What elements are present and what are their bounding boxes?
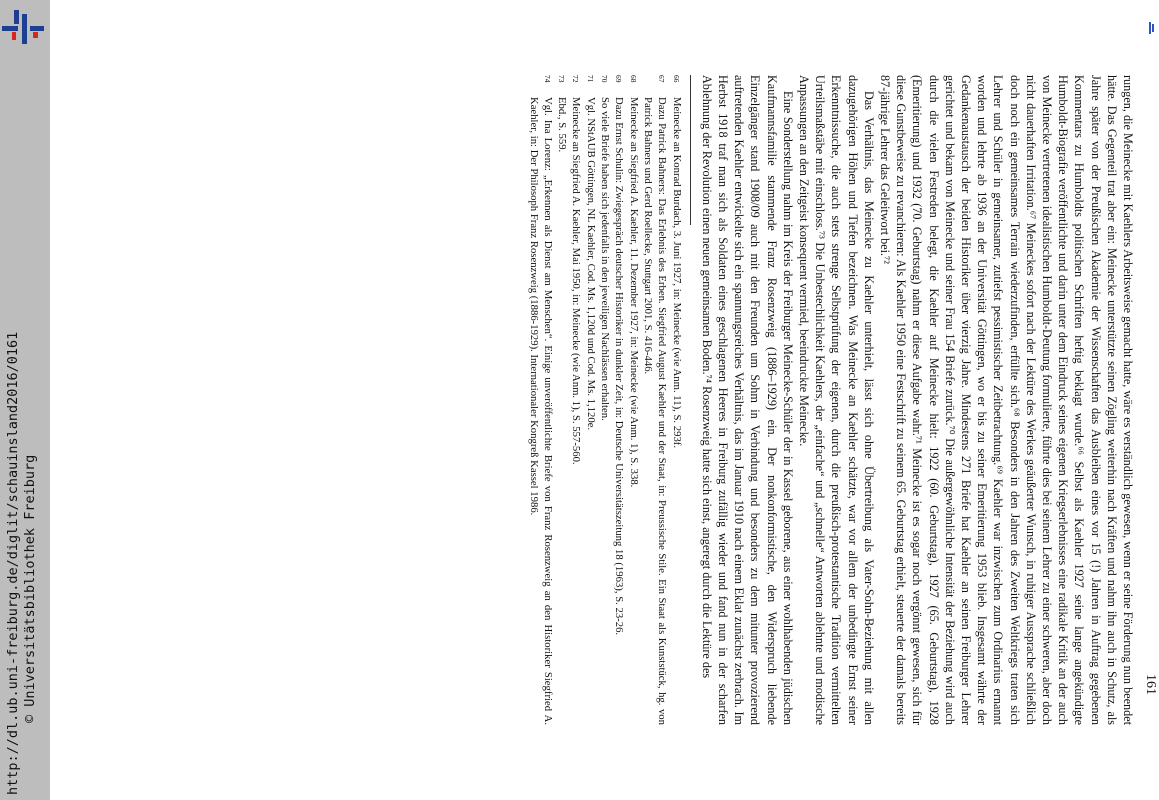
scan-edge-mark-icon	[1149, 22, 1155, 34]
footnote-text: Meinecke an Siegfried A. Kaehler, Mai 1950, in: Meinecke (wie Anm. 1), S. 557-560.	[570, 97, 583, 465]
footnote-text: Vgl. NStAUB Göttingen, NL Kaehler, Cod. Ms. 1,120d und Cod. Ms. 1,120e.	[584, 97, 597, 431]
footnote	[612, 75, 626, 725]
footnotes	[526, 75, 683, 725]
footnote-number: 74	[542, 75, 552, 83]
footnote-text: Vgl. Ina Lorenz: „Erkennen als Dienst am Menschen“. Einige unveröffentlichte Briefe von Franz Rosenzweig an den Historiker Siegfried A. Kaehler, in: Der Philosoph Franz Rosenzweig (1886-1929). Internationaler Kongreß Kassel 1986.	[527, 97, 554, 725]
footnote-number: 71	[585, 75, 595, 83]
footnote	[526, 75, 555, 725]
footnote-number: 72	[571, 75, 581, 83]
footnote-text: Dazu Patrick Bahners: Das Erlebnis des Erben. Siegfried August Kaehler und der Staat, in: Preussische Stile. Ein Staat als Kunststück, hg. von Patrick Bahners und Gerd Roellecke, Stuttgart 2001, S. 416-446.	[641, 97, 669, 725]
footnote-text: So viele Briefe haben sich jedenfalls in den jeweiligen Nachlässen erhalten.	[599, 97, 612, 421]
footnote	[626, 75, 640, 725]
paragraph: Das Verhältnis, das Meinecke zu Kaehler unterhielt, lässt sich ohne Übertreibung als Vater-Sohn-Beziehung mit allen dazugehörigen Höhen und Tiefen bezeichnen. Was Meinecke an Kaehler schätzte, war vor allem der unbedingte Ernst seiner Erkenntnissuche, die auch stets strenge Selbstprüfung der eigenen, durch die preußisch-protestantische Tradition vermittelten Urteilsmaßstäbe mit einschloss.⁷³ Die Unbestechlichkeit Kaehlers, der „einfache“ und „schnelle“ Antworten ablehnte und modische Anpassungen an den Zeitgeist konsequent vermied, beeindruckte Meinecke.	[796, 75, 876, 725]
footnote	[669, 75, 683, 725]
university-library-logo-icon	[2, 10, 48, 46]
page-number: 161	[1143, 674, 1158, 695]
footnote-divider	[690, 75, 691, 225]
footnote-number: 69	[614, 75, 624, 83]
copyright-notice: © Universitätsbibliothek Freiburg	[22, 454, 38, 723]
footnote	[598, 75, 612, 725]
footnote-text: Meinecke an Konrad Burdach, 3. Juni 1927, in: Meinecke (wie Anm. 11), S. 293f.	[670, 97, 683, 449]
paragraph: Eine Sonderstellung nahm im Kreis der Freiburger Meinecke-Schüler der in Kassel geborene, aus einer wohlhabenden jüdischen Kaufmannsfamilie stammende Franz Rosenzweig (1886–1929) ein. Der nonkonformistische, den Widerspruch liebende Einzelgänger stand 1908/09 auch mit den Freunden um Sohm in Verbindung und besonders zu dem mitunter provozierend auftretenden Kaehler entwickelte sich ein spannungsreiches Verhältnis, das im Januar 1910 nach einem Eklat zunächst zerbrach. Im Herbst 1918 traf man sich als Soldaten eines geschlagenen Heeres in Freiburg zufällig wieder und fand nun in der scharfen Ablehnung der Revolution einen neuen gemeinsamen Boden.⁷⁴ Rosenzweig hatte sich einst, angeregt durch die Lektüre des	[699, 75, 795, 725]
source-url[interactable]: http://dl.ub.uni-freiburg.de/diglit/schauinsland2016/0161	[5, 331, 21, 795]
footnote-number: 67	[657, 75, 667, 83]
body-text	[699, 75, 1158, 725]
footnote-number: 73	[557, 75, 567, 83]
footnote-text: Ebd., S. 559.	[556, 97, 569, 153]
footnote	[569, 75, 583, 725]
footnote-text: Meinecke an Siegfried A. Kaehler, 11. Dezember 1927, in: Meinecke (wie Anm. 1), S. 338.	[627, 97, 640, 488]
footnote-text: Dazu Ernst Schulin: Zwiegespräch deutscher Historiker in dunkler Zeit, in: Deutsche Universitätszeitung 18 (1963), S. 23-26.	[613, 97, 626, 636]
viewer-sidebar	[0, 0, 50, 800]
paragraph: rungen, die Meinecke mit Kaehlers Arbeitsweise gemacht hatte, wäre es verständlich gewesen, wenn er seine Förderung nun beendet hätte. Das Gegenteil trat aber ein: Meinecke unterstützte seinen Zögling weiterhin nach Kräften und nahm ihn auch in Schutz, als Jahre später von der Preußischen Akademie der Wissenschaften das Ausbleiben eines vor 15 (!) Jahren in Auftrag gegebenen Kommentars zu Humboldts politischen Schriften heftig beklagt wurde.⁶⁶ Selbst als Kaehler 1927 seine lange angekündigte Humboldt-Biografie veröffentlichte und darin unter dem Eindruck seines eigenen Kriegserlebnisses eine radikale Kritik an der auch von Meinecke vertretenen idealistischen Humboldt-Deutung formulierte, führte dies bei seinem Lehrer zu einer schweren, aber doch nicht dauerhaften Irritation.⁶⁷ Meineckes sofort nach der Lektüre des Werkes geäußerter Wunsch, in ruhiger Aussprache schließlich doch noch ein gemeinsames Terrain wiederzufinden, erfüllte sich.⁶⁸ Besonders in den Jahren des Zweiten Weltkriegs traten sich Lehrer und Schüler in gemeinsamer, zutiefst pessimistischer Zeitbetrachtung.⁶⁹ Kaehler war inzwischen zum Ordinarius ernannt worden und lehrte ab 1936 an der Universität Göttingen, wo er bis zu seiner Emeritierung 1953 blieb. Insgesamt währte der Gedankenaustausch der beiden Historiker über vierzig Jahre. Mindestens 271 Briefe hat Kaehler an seinen Freiburger Lehrer gerichtet und bekam von Meinecke und seiner Frau 154 Briefe zurück.⁷⁰ Die außergewöhnliche Intensität der Beziehung wird auch durch die vielen Festreden belegt, die Kaehler auf Meinecke hielt: 1922 (60. Geburtstag), 1927 (65. Geburtstag), 1928 (Emeritierung) und 1932 (70. Geburtstag) nahm er diese Aufgabe wahr.⁷¹ Meinecke ist es sogar noch vergönnt gewesen, sich für diese Gunstbeweise zu revanchieren: Als Kaehler 1950 eine Festschrift zu seinem 65. Geburtstag erhielt, steuerte der damals bereits 87-jährige Lehrer das Geleitwort bei.⁷²	[877, 75, 1135, 725]
footnote-number: 70	[600, 75, 610, 83]
footnote	[583, 75, 597, 725]
document-page	[223, 75, 1158, 725]
footnote-number: 68	[628, 75, 638, 83]
footnote-number: 66	[671, 75, 681, 83]
footnote	[555, 75, 569, 725]
footnote	[641, 75, 670, 725]
source-info	[5, 332, 39, 795]
